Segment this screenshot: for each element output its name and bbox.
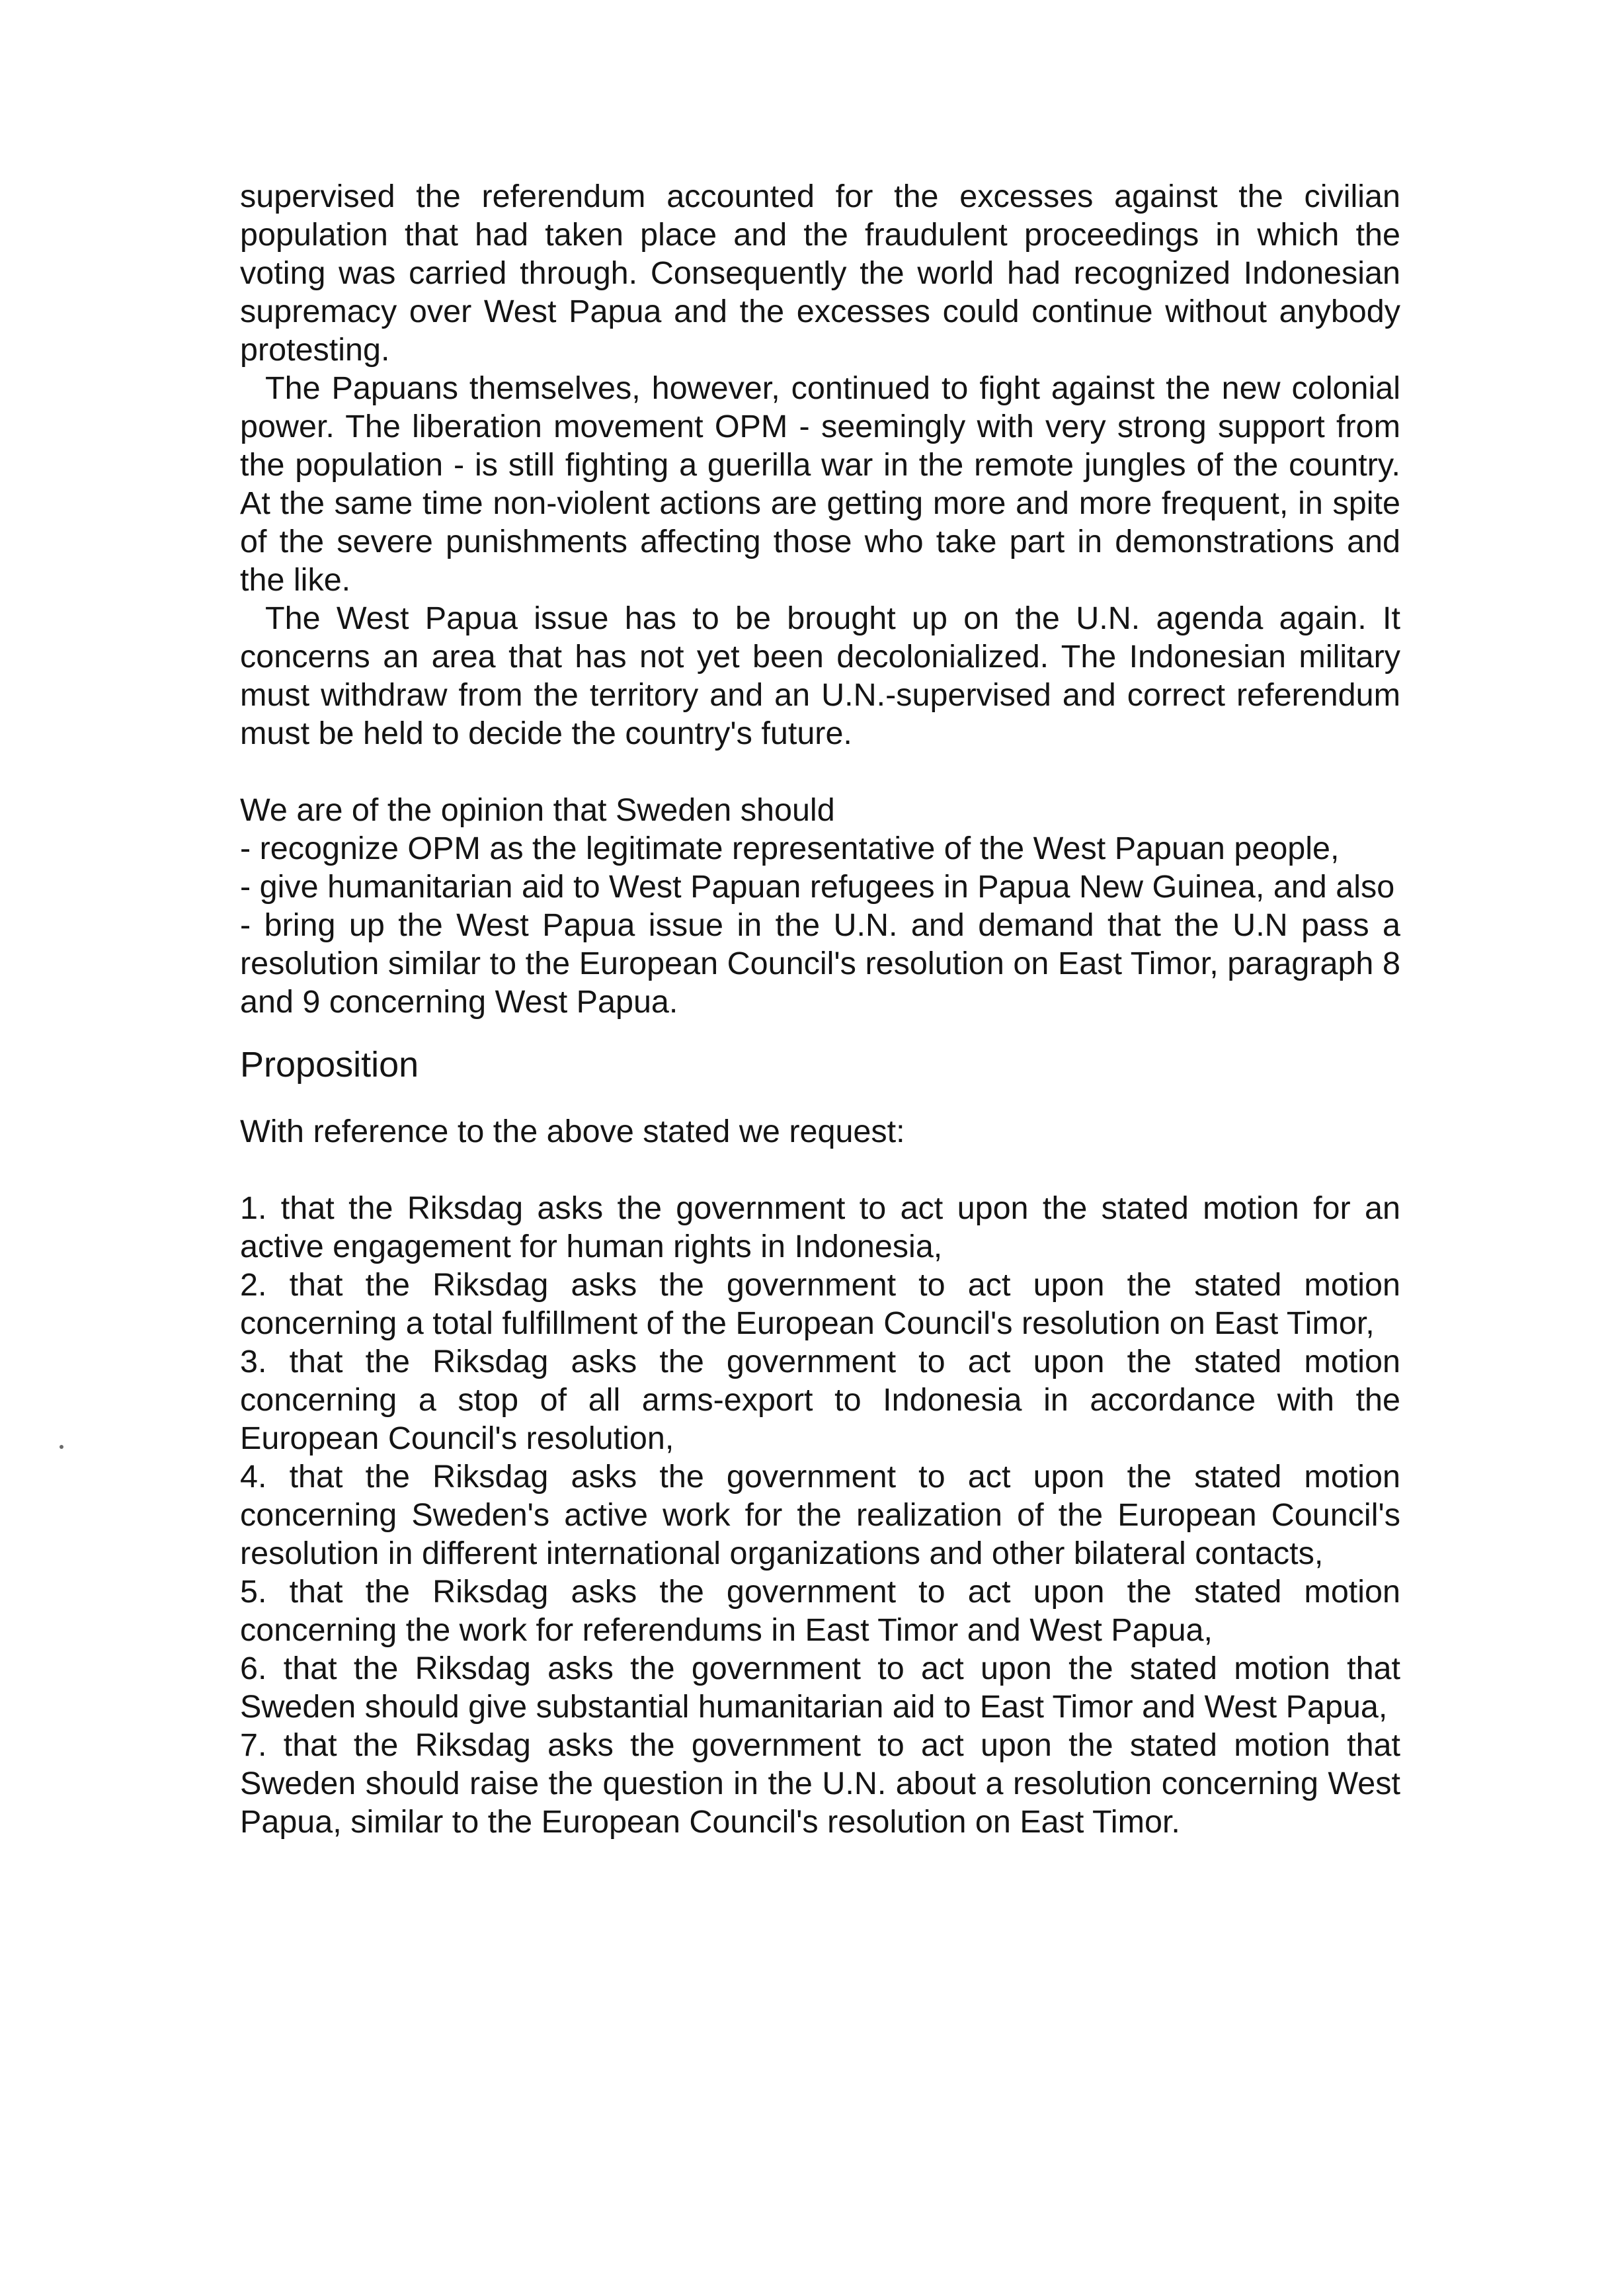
- opinion-item-3: - bring up the West Papua issue in the U.N. and demand that the U.N pass a resolution similar to the European Council's resolution on East Timor, paragraph 8 and 9 concerning West Papua.: [240, 907, 1400, 1020]
- proposition-item-7: 7. that the Riksdag asks the government to act upon the stated motion that Sweden should raise the question in the U.N. about a resolution concerning West Papua, similar to the European Council's resolution on East Timor.: [240, 1727, 1400, 1840]
- scan-speck: [60, 1445, 63, 1449]
- proposition-heading: Proposition: [240, 1045, 419, 1085]
- body-paragraph-3: The West Papua issue has to be brought up on the U.N. agenda again. It concerns an area that has not yet been decolonialized. The Indonesian military must withdraw from the territory and an U.N.-supervised and correct referendum must be held to decide the country's future.: [240, 600, 1400, 751]
- paragraph-spacer: [240, 1151, 1400, 1189]
- body-paragraph-1: supervised the referendum accounted for the excesses against the civilian population that had taken place and the fraudulent proceedings in which the voting was carried through. Consequently the world had recognized Indonesian supremacy over West Papua and the excesses could continue without anybody protesting.: [240, 179, 1400, 368]
- document-page: [240, 177, 1400, 1841]
- proposition-item-4: 4. that the Riksdag asks the government to act upon the stated motion concerning Sweden's active work for the realization of the European Council's resolution in different international organizations and other bilateral contacts,: [240, 1459, 1400, 1571]
- proposition-item-3: 3. that the Riksdag asks the government to act upon the stated motion concerning a stop of all arms-export to Indonesia in accordance with the European Council's resolution,: [240, 1344, 1400, 1456]
- proposition-item-2: 2. that the Riksdag asks the government to act upon the stated motion concerning a total fulfillment of the European Council's resolution on East Timor,: [240, 1267, 1400, 1341]
- proposition-intro: With reference to the above stated we request:: [240, 1114, 905, 1149]
- opinion-intro: We are of the opinion that Sweden should: [240, 792, 835, 828]
- opinion-item-2: - give humanitarian aid to West Papuan refugees in Papua New Guinea, and also: [240, 869, 1395, 905]
- proposition-item-5: 5. that the Riksdag asks the government to act upon the stated motion concerning the work for referendums in East Timor and West Papua,: [240, 1574, 1400, 1648]
- proposition-item-6: 6. that the Riksdag asks the government to act upon the stated motion that Sweden should give substantial humanitarian aid to East Timor and West Papua,: [240, 1651, 1400, 1725]
- proposition-item-1: 1. that the Riksdag asks the government to act upon the stated motion for an active engagement for human rights in Indonesia,: [240, 1190, 1400, 1264]
- paragraph-spacer: [240, 753, 1400, 791]
- body-paragraph-2: The Papuans themselves, however, continued to fight against the new colonial power. The liberation movement OPM - seemingly with very strong support from the population - is still fighting a guerilla war in the remote jungles of the country. At the same time non-violent actions are getting more and more frequent, in spite of the severe punishments affecting those who take part in demonstrations and the like.: [240, 370, 1400, 598]
- opinion-item-1: - recognize OPM as the legitimate representative of the West Papuan people,: [240, 831, 1340, 866]
